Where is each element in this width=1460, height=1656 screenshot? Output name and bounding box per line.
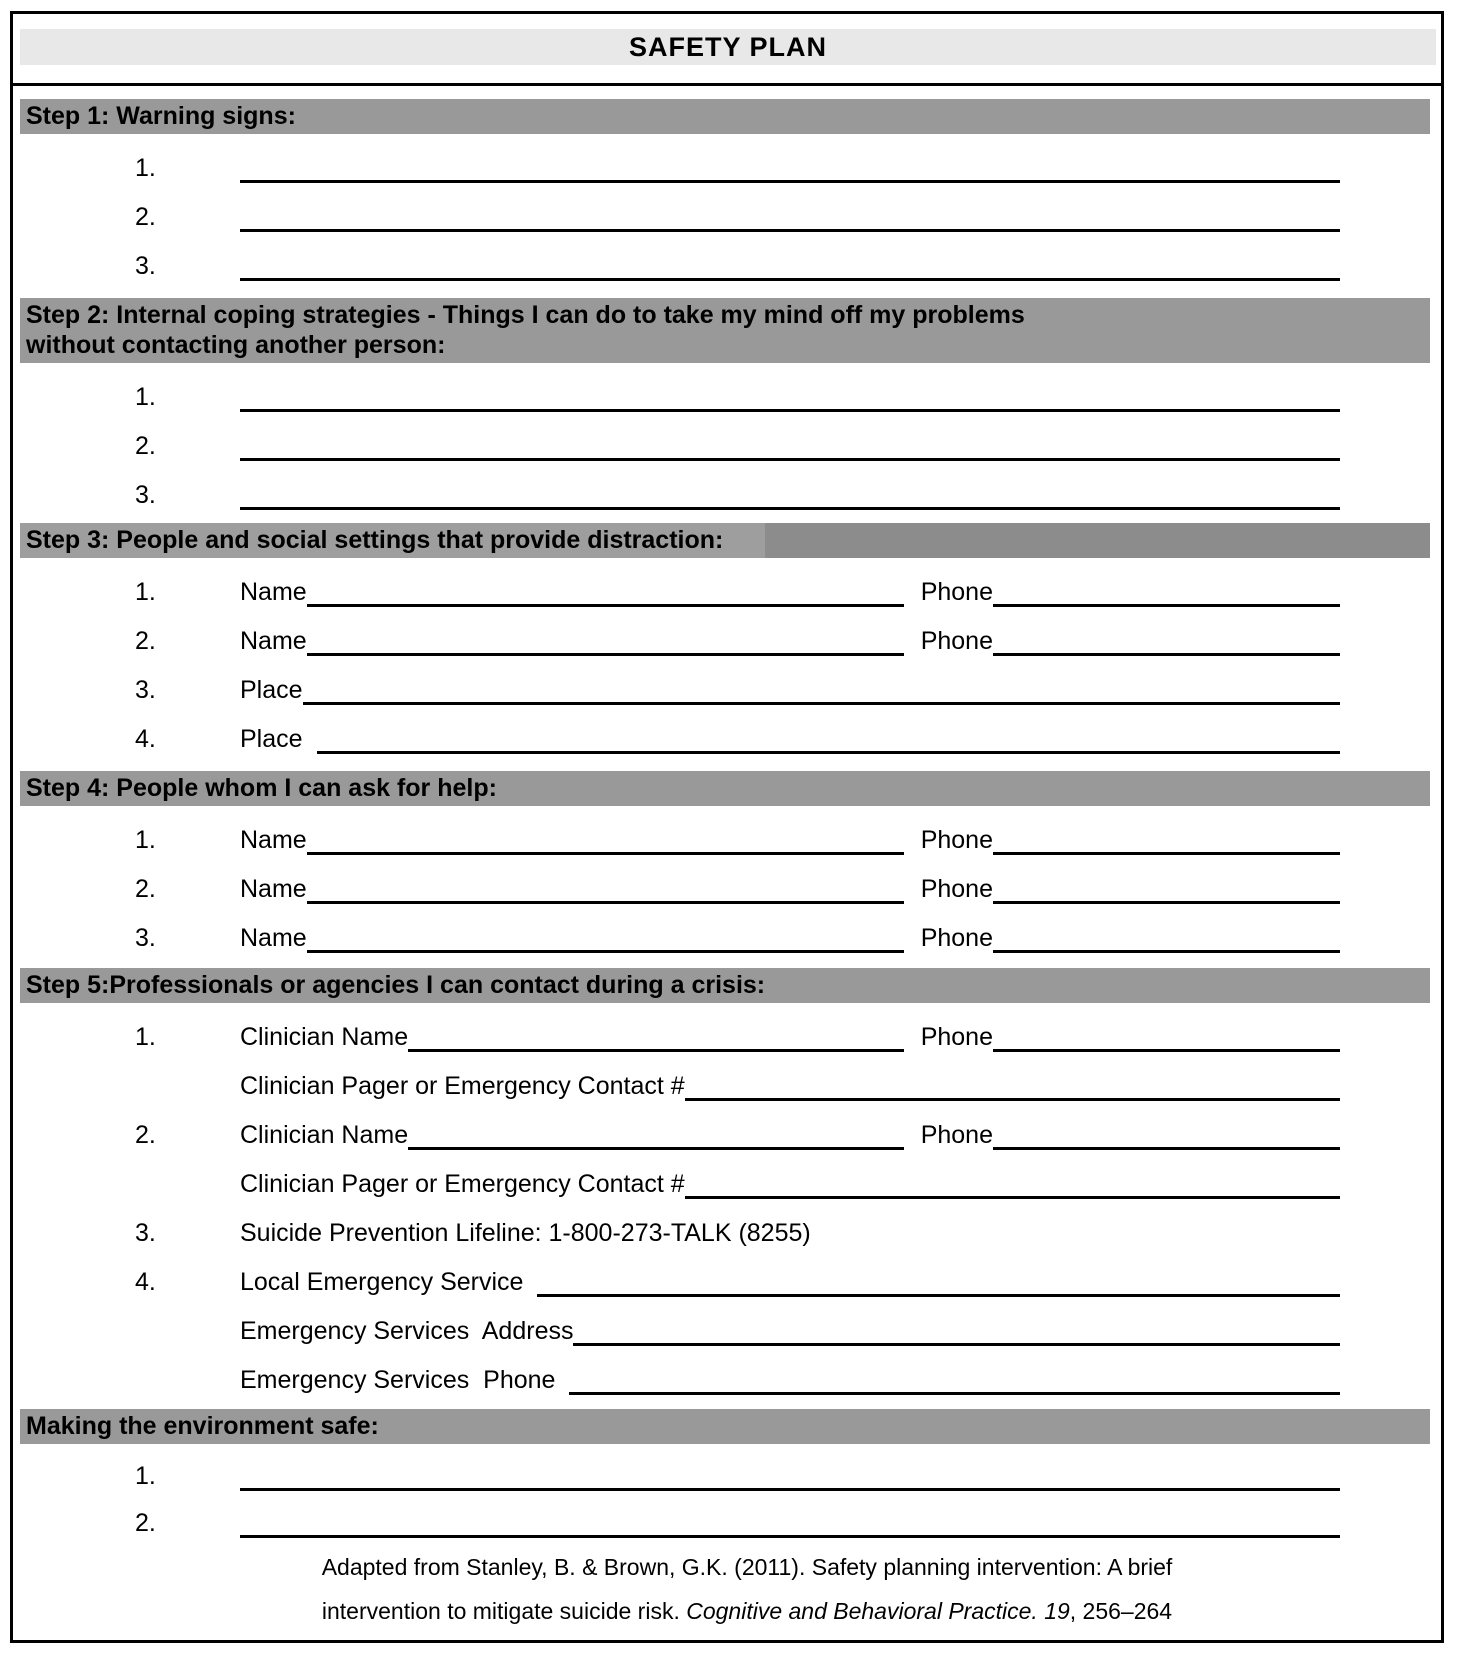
phone-label: Phone (920, 1121, 993, 1149)
name-label: Name (240, 924, 307, 952)
phone-label: Phone (920, 578, 993, 606)
step3-row-3 (135, 656, 1340, 705)
phone-blank-line (993, 950, 1340, 953)
item-number: 1. (135, 1023, 156, 1051)
blank-line (240, 1488, 1340, 1491)
step4-row-2 (135, 855, 1340, 904)
lifeline-text: Suicide Prevention Lifeline: 1-800-273-TALK (8255) (240, 1219, 811, 1247)
citation (13, 1545, 1441, 1633)
place-blank-line (303, 702, 1340, 705)
item-number: 1. (135, 1462, 156, 1490)
item-number: 1. (135, 154, 156, 182)
clinician-name-label: Clinician Name (240, 1121, 409, 1149)
form-content (13, 86, 1441, 1633)
step4-row-1 (135, 806, 1340, 855)
item-number: 1. (135, 578, 156, 606)
citation-line-1: Adapted from Stanley, B. & Brown, G.K. (2011). Safety planning intervention: A brief (321, 1554, 1173, 1580)
step3-header-text: Step 3: People and social settings that provide distraction: (20, 523, 765, 558)
pager-label: Clinician Pager or Emergency Contact # (240, 1072, 685, 1100)
item-number: 3. (135, 481, 156, 509)
item-number: 2. (135, 1509, 156, 1537)
step2-header-line1: Step 2: Internal coping strategies - Things I can do to take my mind off my problems (26, 301, 1025, 329)
blank-line (240, 229, 1340, 232)
step2-item-2 (135, 412, 1340, 461)
phone-label: Phone (920, 826, 993, 854)
step1-item-2 (135, 183, 1340, 232)
blank-line (240, 507, 1340, 510)
step5-header: Step 5:Professionals or agencies I can contact during a crisis: (20, 968, 1430, 1003)
place-label: Place (240, 676, 303, 704)
step1-item-1 (135, 134, 1340, 183)
phone-blank-line (993, 1147, 1340, 1150)
item-number: 2. (135, 627, 156, 655)
environment-header: Making the environment safe: (20, 1409, 1430, 1444)
step5-emergency-phone-row (135, 1346, 1340, 1395)
title-section (13, 14, 1441, 86)
phone-blank-line (993, 852, 1340, 855)
name-label: Name (240, 578, 307, 606)
phone-label: Phone (920, 875, 993, 903)
step5-lifeline-row (135, 1199, 1340, 1248)
phone-label: Phone (920, 627, 993, 655)
name-blank-line (307, 950, 904, 953)
clinician-name-blank-line (408, 1147, 904, 1150)
name-label: Name (240, 826, 307, 854)
step5-emergency-address-row (135, 1297, 1340, 1346)
phone-label: Phone (920, 924, 993, 952)
step2-header (20, 298, 1430, 363)
emergency-address-label: Emergency Services Address (240, 1317, 574, 1345)
phone-blank-line (993, 604, 1340, 607)
emergency-phone-label: Emergency Services Phone (240, 1366, 556, 1394)
item-number: 4. (135, 1268, 156, 1296)
step4-header: Step 4: People whom I can ask for help: (20, 771, 1430, 806)
place-blank-line (317, 751, 1340, 754)
name-blank-line (307, 653, 904, 656)
local-emergency-blank-line (537, 1294, 1340, 1297)
local-emergency-label: Local Emergency Service (240, 1268, 524, 1296)
step3-header (20, 523, 1430, 558)
citation-journal-title: Cognitive and Behavioral Practice. 19 (686, 1598, 1070, 1624)
environment-item-1 (135, 1444, 1340, 1491)
phone-blank-line (993, 901, 1340, 904)
citation-line-2-post: , 256–264 (1069, 1598, 1173, 1624)
name-blank-line (307, 852, 904, 855)
item-number: 2. (135, 1121, 156, 1149)
item-number: 3. (135, 924, 156, 952)
item-number: 2. (135, 432, 156, 460)
step5-row-2 (135, 1101, 1340, 1150)
pager-label: Clinician Pager or Emergency Contact # (240, 1170, 685, 1198)
clinician-name-label: Clinician Name (240, 1023, 409, 1051)
blank-line (240, 1535, 1340, 1538)
citation-line-2 (53, 1589, 1441, 1633)
item-number: 3. (135, 252, 156, 280)
step5-pager-row-1 (135, 1052, 1340, 1101)
emergency-phone-blank-line (569, 1392, 1340, 1395)
step5-local-emergency-row (135, 1248, 1340, 1297)
item-number: 1. (135, 826, 156, 854)
step2-item-3 (135, 461, 1340, 510)
item-number: 2. (135, 203, 156, 231)
place-label: Place (240, 725, 303, 753)
item-number: 1. (135, 383, 156, 411)
step3-row-2 (135, 607, 1340, 656)
step2-header-line2: without contacting another person: (26, 331, 446, 359)
item-number: 2. (135, 875, 156, 903)
step1-header: Step 1: Warning signs: (20, 99, 1430, 134)
pager-blank-line (685, 1098, 1340, 1101)
step3-row-4 (135, 705, 1340, 754)
phone-label: Phone (920, 1023, 993, 1051)
blank-line (240, 458, 1340, 461)
citation-line-2-pre: intervention to mitigate suicide risk. (321, 1598, 687, 1624)
environment-item-2 (135, 1491, 1340, 1538)
emergency-address-blank-line (573, 1343, 1340, 1346)
step5-pager-row-2 (135, 1150, 1340, 1199)
item-number: 3. (135, 676, 156, 704)
step4-row-3 (135, 904, 1340, 953)
step1-item-3 (135, 232, 1340, 281)
blank-line (240, 409, 1340, 412)
name-blank-line (307, 901, 904, 904)
page-title: SAFETY PLAN (20, 29, 1436, 65)
page-frame (10, 11, 1444, 1643)
step5-row-1 (135, 1003, 1340, 1052)
name-label: Name (240, 627, 307, 655)
pager-blank-line (685, 1196, 1340, 1199)
step3-row-1 (135, 558, 1340, 607)
name-label: Name (240, 875, 307, 903)
step2-item-1 (135, 363, 1340, 412)
clinician-name-blank-line (408, 1049, 904, 1052)
blank-line (240, 180, 1340, 183)
phone-blank-line (993, 1049, 1340, 1052)
blank-line (240, 278, 1340, 281)
item-number: 4. (135, 725, 156, 753)
phone-blank-line (993, 653, 1340, 656)
item-number: 3. (135, 1219, 156, 1247)
name-blank-line (307, 604, 904, 607)
